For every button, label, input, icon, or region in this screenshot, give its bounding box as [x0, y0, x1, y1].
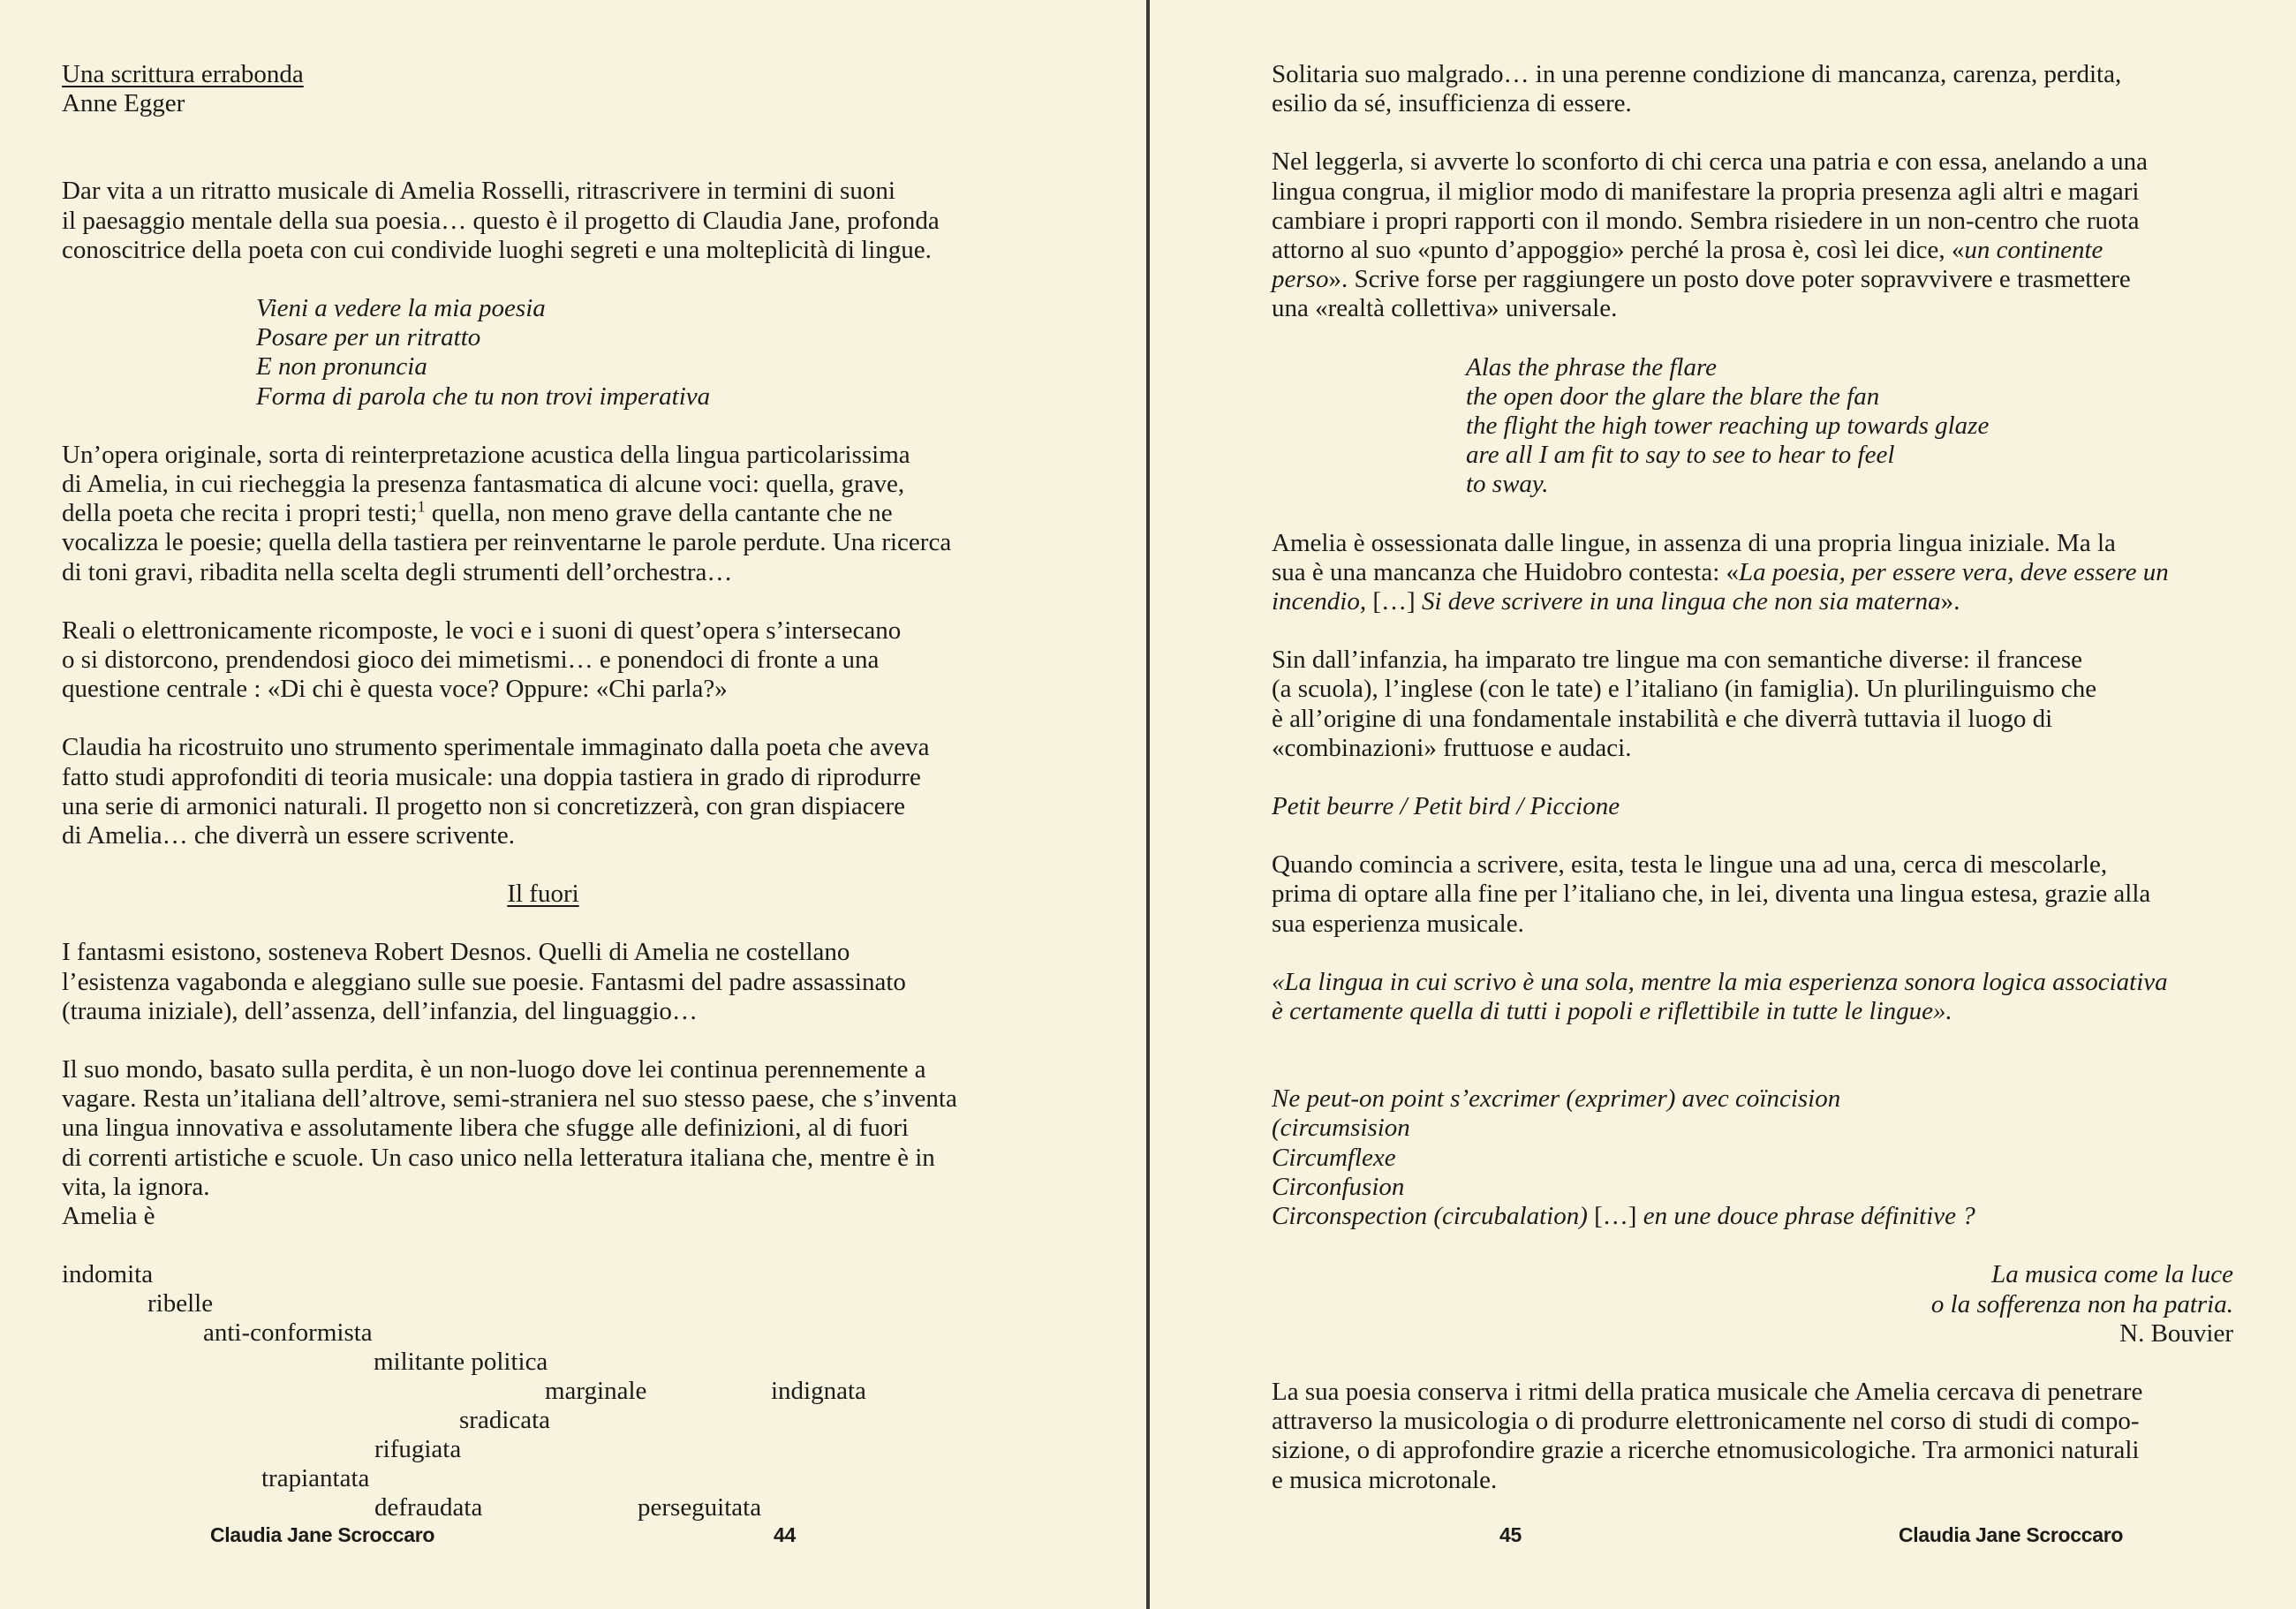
paragraph-line: Solitaria suo malgrado… in una perenne condizione di mancanza, carenza, perdita, — [1272, 60, 2122, 88]
paragraph-line — [62, 499, 1042, 528]
paragraph-italic: perso — [1272, 265, 1329, 294]
paragraph-line: di toni gravi, ribadita nella scelta degli strumenti dell’orchestra… — [62, 557, 733, 586]
adjective-word: sradicata — [459, 1406, 551, 1435]
paragraph-line: Un’opera originale, sorta di reinterpretazione acustica della lingua particolarissima — [62, 440, 910, 469]
paragraph-line: vocalizza le poesie; quella della tastiera per reinventarne le parole perdute. Una ricerca — [62, 528, 952, 557]
section-heading-text: Il fuori — [507, 880, 579, 909]
french-text: […] — [1594, 1202, 1637, 1231]
paragraph-line: fatto studi approfonditi di teoria musicale: una doppia tastiera in grado di riprodurre — [62, 762, 921, 791]
french-line: (circumsision — [1272, 1114, 1410, 1143]
adjective-word: perseguitata — [638, 1493, 762, 1522]
paragraph-line: prima di optare alla fine per l’italiano che, in lei, diventa una lingua estesa, grazie alla — [1272, 880, 2151, 909]
page-number: 44 — [774, 1523, 796, 1546]
footnote-marker[interactable]: 1 — [417, 497, 426, 516]
article-title: Una scrittura errabonda — [62, 60, 304, 88]
paragraph-line: cambiare i propri rapporti con il mondo. Sembra risiedere in un non-centro che ruota — [1272, 206, 2140, 235]
paragraph-line: di correnti artistiche e scuole. Un caso unico nella letteratura italiana che, mentre è in — [62, 1143, 935, 1172]
quote-line: è certamente quella di tutti i popoli e riflettibile in tutte le lingue». — [1272, 997, 1952, 1026]
poem-line: the flight the high tower reaching up towards glaze — [1466, 412, 1990, 441]
poem-line: are all I am fit to say to see to hear to feel — [1466, 441, 1895, 470]
paragraph-line — [1272, 236, 2252, 265]
paragraph-line: una serie di armonici naturali. Il progetto non si concretizzerà, con gran dispiacere — [62, 791, 905, 820]
paragraph-italic: La poesia, per essere vera, deve essere un — [1739, 557, 2169, 586]
epigraph-author: N. Bouvier — [2119, 1318, 2233, 1348]
paragraph-line: lingua congrua, il miglior modo di manifestare la propria presenza agli altri e magari — [1272, 177, 2140, 206]
paragraph-line: Reali o elettronicamente ricomposte, le voci e i suoni di quest’opera s’intersecano — [62, 616, 902, 645]
paragraph-line: sua esperienza musicale. — [1272, 909, 1524, 938]
french-line: Ne peut-on point s’excrimer (exprimer) avec coïncision — [1272, 1084, 1841, 1114]
poem-line: the open door the glare the blare the fan — [1466, 381, 1880, 411]
french-line — [1272, 1202, 2252, 1231]
paragraph-line: o si distorcono, prendendosi gioco dei mimetismi… e ponendoci di fronte a una — [62, 646, 880, 675]
poem-line: E non pronuncia — [256, 352, 427, 381]
paragraph-line: I fantasmi esistono, sosteneva Robert Desnos. Quelli di Amelia ne costellano — [62, 938, 850, 967]
poem-line: Forma di parola che tu non trovi imperativa — [256, 381, 711, 411]
adjective-word: militante politica — [374, 1348, 548, 1377]
french-line: Circumflexe — [1272, 1143, 1396, 1172]
paragraph-line: vita, la ignora. — [62, 1172, 210, 1201]
adjective-word: indignata — [771, 1377, 866, 1406]
paragraph-line: Amelia è — [62, 1202, 155, 1231]
french-italic: Circonspection (circubalation) — [1272, 1202, 1595, 1231]
paragraph-line: esilio da sé, insufficienza di essere. — [1272, 89, 1632, 118]
epigraph-line: La musica come la luce — [1991, 1260, 2233, 1289]
paragraph-line: sizione, o di approfondire grazie a ricerche etnomusicologiche. Tra armonici naturali — [1272, 1436, 2140, 1465]
intro-line: Dar vita a un ritratto musicale di Amelia Rosselli, ritrascrivere in termini di suoni — [62, 177, 895, 206]
paragraph-line: questione centrale : «Di chi è questa voce? Oppure: «Chi parla?» — [62, 675, 728, 704]
paragraph-line: vagare. Resta un’italiana dell’altrove, semi-straniera nel suo stesso paese, che s’inventa — [62, 1084, 957, 1114]
paragraph-text: […] — [1366, 587, 1422, 616]
paragraph-line: una lingua innovativa e assolutamente libera che sfugge alle definizioni, al di fuori — [62, 1114, 910, 1143]
paragraph-text: ». — [1940, 587, 1960, 616]
french-line: Circonfusion — [1272, 1172, 1405, 1201]
page-number: 45 — [1499, 1523, 1522, 1546]
adjective-word: rifugiata — [374, 1435, 462, 1464]
paragraph-line — [1272, 587, 2252, 616]
paragraph-line: Amelia è ossessionata dalle lingue, in assenza di una propria lingua iniziale. Ma la — [1272, 528, 2116, 557]
paragraph-line: Nel leggerla, si avverte lo sconforto di chi cerca una patria e con essa, anelando a una — [1272, 147, 2149, 177]
paragraph-line: Quando comincia a scrivere, esita, testa le lingue una ad una, cerca di mescolarle, — [1272, 850, 2108, 880]
paragraph-line: Claudia ha ricostruito uno strumento sperimentale immaginato dalla poeta che aveva — [62, 733, 930, 762]
adjective-word: anti-conformista — [203, 1318, 373, 1348]
paragraph-italic: Si deve scrivere in una lingua che non sia materna — [1421, 587, 1941, 616]
paragraph-line: Il suo mondo, basato sulla perdita, è un non-luogo dove lei continua perennemente a — [62, 1055, 926, 1084]
adjective-word: marginale — [545, 1377, 647, 1406]
article-author: Anne Egger — [62, 89, 185, 118]
paragraph-text: quella, non meno grave della cantante che ne — [425, 499, 893, 528]
adjective-word: defraudata — [374, 1493, 483, 1522]
footer-author: Claudia Jane Scroccaro — [1899, 1523, 2124, 1546]
epigraph-line: o la sofferenza non ha patria. — [1930, 1289, 2233, 1318]
paragraph-line: una «realtà collettiva» universale. — [1272, 294, 1618, 323]
poem-line: to sway. — [1466, 470, 1549, 499]
paragraph-italic: incendio, — [1272, 587, 1367, 616]
paragraph-line — [1272, 265, 2252, 294]
paragraph-line — [1272, 558, 2252, 587]
paragraph-line: Sin dall’infanzia, ha imparato tre lingue ma con semantiche diverse: il francese — [1272, 646, 2082, 675]
intro-line: conoscitrice della poeta con cui condivide luoghi segreti e una molteplicità di lingue. — [62, 235, 932, 264]
paragraph-line: di Amelia… che diverrà un essere scrivente. — [62, 821, 515, 850]
footer-author: Claudia Jane Scroccaro — [210, 1523, 435, 1546]
left-text-column — [62, 60, 1042, 1525]
paragraph-text: attorno al suo «punto d’appoggio» perché la prosa è, così lei dice, « — [1272, 236, 1965, 265]
paragraph-line: è all’origine di una fondamentale instabilità e che diverrà tuttavia il luogo di — [1272, 704, 2053, 733]
paragraph-line: di Amelia, in cui riecheggia la presenza fantasmatica di alcune voci: quella, grave, — [62, 470, 905, 499]
intro-line: il paesaggio mentale della sua poesia… questo è il progetto di Claudia Jane, profonda — [62, 206, 940, 235]
paragraph-line: (trauma iniziale), dell’assenza, dell’infanzia, del linguaggio… — [62, 996, 698, 1025]
paragraph-line: l’esistenza vagabonda e aleggiano sulle sue poesie. Fantasmi del padre assassinato — [62, 967, 906, 996]
paragraph-text: sua è una mancanza che Huidobro contesta: « — [1272, 557, 1740, 586]
paragraph-line: La sua poesia conserva i ritmi della pratica musicale che Amelia cercava di penetrare — [1272, 1377, 2143, 1406]
paragraph-text: della poeta che recita i propri testi; — [62, 499, 418, 528]
section-heading — [62, 880, 1024, 909]
poem-line: Posare per un ritratto — [256, 323, 481, 352]
paragraph-text: ». Scrive forse per raggiungere un posto dove poter sopravvivere e trasmettere — [1328, 265, 2131, 294]
adjective-word: ribelle — [147, 1289, 214, 1318]
french-italic: en une douce phrase définitive ? — [1636, 1202, 1975, 1231]
petit-beurre-line: Petit beurre / Petit bird / Piccione — [1272, 792, 1620, 821]
scattered-adjectives — [62, 1260, 1042, 1525]
poem-line: Vieni a vedere la mia poesia — [256, 294, 546, 323]
paragraph-line: (a scuola), l’inglese (con le tate) e l’italiano (in famiglia). Un plurilinguismo che — [1272, 675, 2097, 704]
poem-line: Alas the phrase the flare — [1466, 352, 1718, 381]
paragraph-line: «combinazioni» fruttuose e audaci. — [1272, 733, 1632, 762]
paragraph-line: attraverso la musicologia o di produrre elettronicamente nel corso di studi di compo- — [1272, 1407, 2140, 1436]
right-text-column — [1272, 60, 2252, 1495]
quote-line: «La lingua in cui scrivo è una sola, mentre la mia esperienza sonora logica associativa — [1272, 967, 2168, 996]
adjective-word: trapiantata — [261, 1464, 370, 1493]
paragraph-italic: un continente — [1964, 236, 2103, 265]
adjective-word: indomita — [62, 1260, 154, 1289]
right-page — [1150, 0, 2296, 1609]
paragraph-line: e musica microtonale. — [1272, 1465, 1498, 1494]
